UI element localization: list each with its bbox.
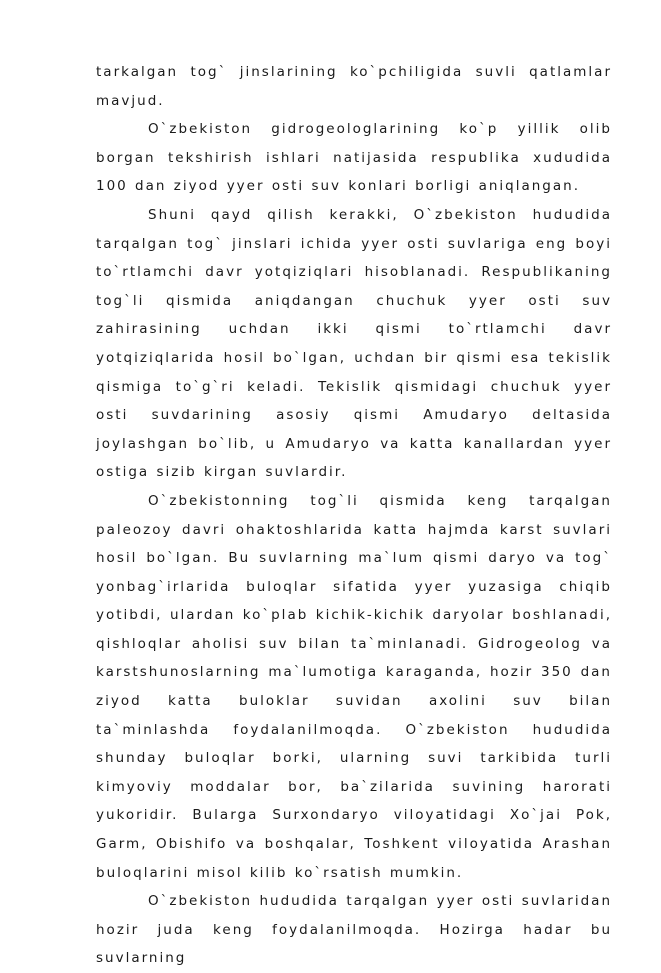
document-page [96, 58, 612, 973]
paragraph-3: Shuni qayd qilish kerakki, O`zbekiston hududida tarqalgan tog` jinslari ichida yyer osti suvlariga eng boyi to`rtlamchi davr yotqiziqlari hisoblanadi. Respublikaning tog`li qismida aniqdangan chuchuk yyer osti suv zahirasining uchdan ikki qismi to`rtlamchi davr yotqiziqlarida hosil bo`lgan, uchdan bir qismi esa tekislik qismiga to`g`ri keladi. Tekislik qismidagi chuchuk yyer osti suvdarining asosiy qismi Amudaryo deltasida joylashgan bo`lib, u Amudaryo va katta kanallardan yyer ostiga sizib kirgan suvlardir. [96, 206, 612, 481]
paragraph-4: O`zbekistonning tog`li qismida keng tarqalgan paleozoy davri ohaktoshlarida katta hajmda karst suvlari hosil bo`lgan. Bu suvlarning ma`lum qismi daryo va tog` yonbag`irlarida buloqlar sifatida yyer yuzasiga chiqib yotibdi, ulardan ko`plab kichik-kichik daryolar boshlanadi, qishloqlar aholisi suv bilan ta`minlanadi. Gidrogeolog va karstshunoslarning ma`lumotiga karaganda, hozir 350 dan ziyod katta buloklar suvidan axolini suv bilan ta`minlashda foydalanilmoqda. O`zbekiston hududida shunday buloqlar borki, ularning suvi tarkibida turli kimyoviy moddalar bor, ba`zilarida suvining harorati yukoridir. Bularga Surxondaryo viloyatidagi Xo`jai Pok, Garm, Obishifo va boshqalar, Toshkent viloyatida Arashan buloqlarini misol kilib ko`rsatish mumkin. [96, 492, 612, 881]
paragraph-5: O`zbekiston hududida tarqalgan yyer osti suvlaridan hozir juda keng foydalanilmoqda. Hozirga hadar bu suvlarning [96, 893, 612, 967]
paragraph-1: tarkalgan tog` jinslarining ko`pchiligida suvli qatlamlar mavjud. [96, 64, 612, 109]
paragraph-2: O`zbekiston gidrogeologlarining ko`p yillik olib borgan tekshirish ishlari natijasida respublika xududida 100 dan ziyod yyer osti suv konlari borligi aniqlangan. [96, 121, 612, 195]
